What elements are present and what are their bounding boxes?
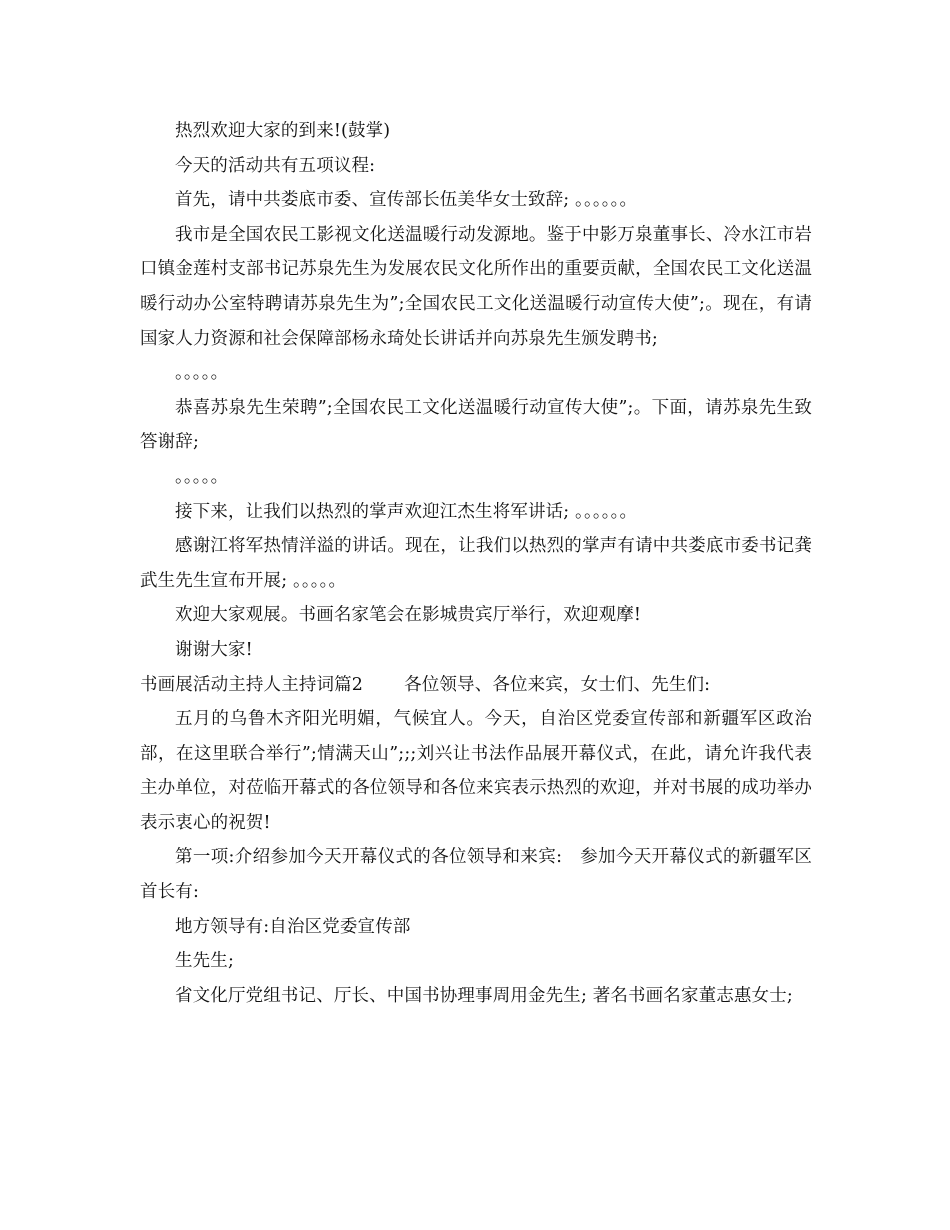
paragraph-agenda-intro: 今天的活动共有五项议程: [175,155,376,176]
paragraph-ambassador-appointment: 我市是全国农民工影视文化送温暖行动发源地。鉴于中影万泉董事长、冷水江市岩口镇金莲村支部书记苏泉先生为发展农民文化所作出的重要贡献，全国农民工文化送温暖行动办公室特聘请苏泉先生为”;全国农民工文化送温暖行动宣传大使”;。现在，有请国家人力资源和社会保障部杨永琦处长讲话并向苏泉先生颁发聘书; [140,224,812,349]
document-body [140,114,812,1013]
paragraph-guests: 省文化厅党组书记、厅长、中国书协理事周用金先生; 著名书画名家董志惠女士; [175,985,793,1006]
paragraph-ellipsis-2: 。。。。。 [175,466,229,487]
paragraph-opening-announcement: 感谢江将军热情洋溢的讲话。现在，让我们以热烈的掌声有请中共娄底市委书记龚武生先生宣布开展; 。。。。。 [140,536,812,591]
paragraph-invite-viewing: 欢迎大家观展。书画名家笔会在影城贵宾厅举行，欢迎观摩! [175,605,642,626]
section-heading: 书画展活动主持人主持词篇2 各位领导、各位来宾，女士们、先生们: [140,674,711,695]
paragraph-general-speech: 接下来，让我们以热烈的掌声欢迎江杰生将军讲话; 。。。。。。 [175,501,638,522]
paragraph-first-speech: 首先，请中共娄底市委、宣传部长伍美华女士致辞; 。。。。。。 [175,190,638,211]
paragraph-item-one: 第一项:介绍参加今天开幕仪式的各位领导和来宾: 参加今天开幕仪式的新疆军区首长有: [140,847,812,903]
paragraph-welcome: 热烈欢迎大家的到来!(鼓掌) [175,121,391,141]
paragraph-mister: 生先生; [175,951,234,972]
paragraph-local-leaders: 地方领导有:自治区党委宣传部 [175,916,411,937]
paragraph-opening-remarks: 五月的乌鲁木齐阳光明媚，气候宜人。今天，自治区党委宣传部和新疆军区政治部，在这里联合举行”;情满天山”;;;刘兴让书法作品展开幕仪式，在此，请允许我代表主办单位，对莅临开幕式的各位领导和各位来宾表示热烈的欢迎，并对书展的成功举办表示衷心的祝贺! [140,709,812,833]
paragraph-congratulations: 恭喜苏泉先生荣聘”;全国农民工文化送温暖行动宣传大使”;。下面，请苏泉先生致答谢辞; [140,397,812,453]
paragraph-thanks: 谢谢大家! [175,639,253,660]
paragraph-ellipsis-1: 。。。。。 [175,363,229,384]
